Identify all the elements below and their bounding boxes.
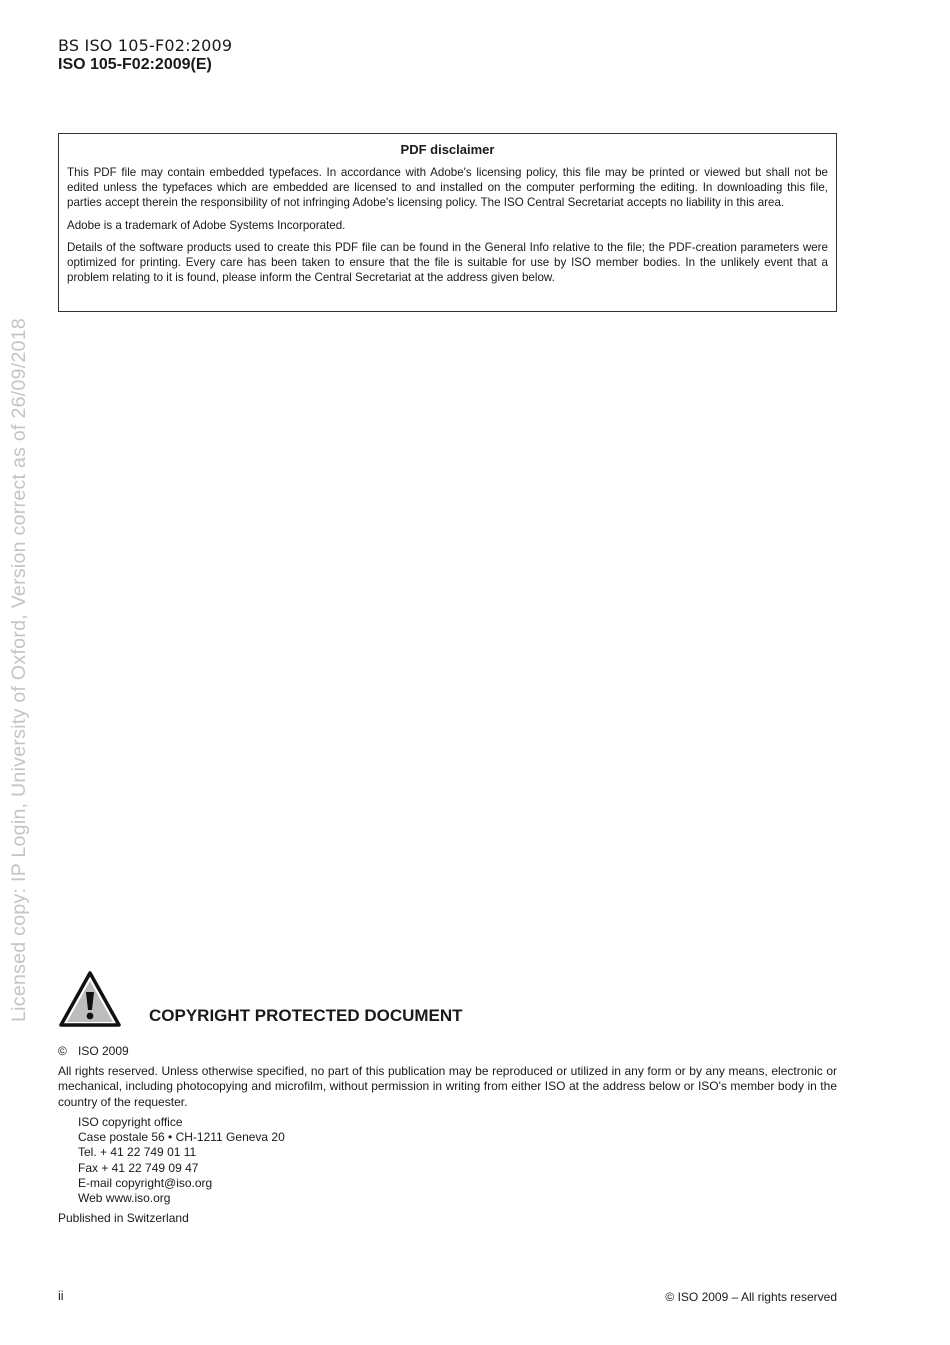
disclaimer-title: PDF disclaimer [400, 142, 495, 157]
address-line: Tel. + 41 22 749 01 11 [78, 1145, 197, 1160]
license-watermark: Licensed copy: IP Login, University of Oxford, Version correct as of 26/09/2018 [8, 317, 30, 1022]
iso-standard-number: ISO 105-F02:2009(E) [58, 56, 212, 73]
footer-copyright: © ISO 2009 – All rights reserved [665, 1290, 837, 1304]
copyright-title: COPYRIGHT PROTECTED DOCUMENT [149, 1006, 463, 1025]
address-line: Case postale 56 • CH-1211 Geneva 20 [78, 1130, 285, 1145]
address-line: Web www.iso.org [78, 1190, 171, 1205]
address-line: Fax + 41 22 749 09 47 [78, 1160, 199, 1175]
pdf-disclaimer-box [58, 133, 837, 312]
rights-statement: All rights reserved. Unless otherwise specified, no part of this publication may be reproduced or utilized in any form or by any means, electronic or mechanical, including photocopying and microfilm, without permission in writing from either ISO at the address below or ISO's member body in the country of the requester. [58, 1064, 837, 1109]
copyright-year-line [58, 1044, 837, 1059]
copyright-symbol: © [58, 1044, 67, 1058]
page-number: ii [58, 1289, 64, 1303]
copyright-year: ISO 2009 [78, 1044, 129, 1058]
disclaimer-paragraph: Details of the software products used to create this PDF file can be found in the General Info relative to the file; the PDF-creation parameters were optimized for printing. Every care has been taken to ensure that the file is suitable for use by ISO member bodies. In the unlikely event that a problem relating to it is found, please inform the Central Secretariat at the address given below. [67, 240, 828, 285]
warning-triangle-icon [58, 970, 122, 1028]
disclaimer-paragraph: Adobe is a trademark of Adobe Systems Incorporated. [67, 218, 346, 232]
disclaimer-paragraph: This PDF file may contain embedded typefaces. In accordance with Adobe's licensing policy, this file may be printed or viewed but shall not be edited unless the typefaces which are embedded are licensed to and installed on the computer performing the editing. In downloading this file, parties accept therein the responsibility of not infringing Adobe's licensing policy. The ISO Central Secretariat accepts no liability in this area. [67, 166, 828, 210]
address-line: E-mail copyright@iso.org [78, 1175, 213, 1190]
published-location: Published in Switzerland [58, 1211, 189, 1226]
address-line: ISO copyright office [78, 1114, 183, 1129]
copyright-section [58, 970, 837, 1226]
iso-office-address [58, 1115, 837, 1206]
bs-standard-number: BS ISO 105-F02:2009 [58, 36, 233, 55]
document-header [58, 36, 232, 74]
